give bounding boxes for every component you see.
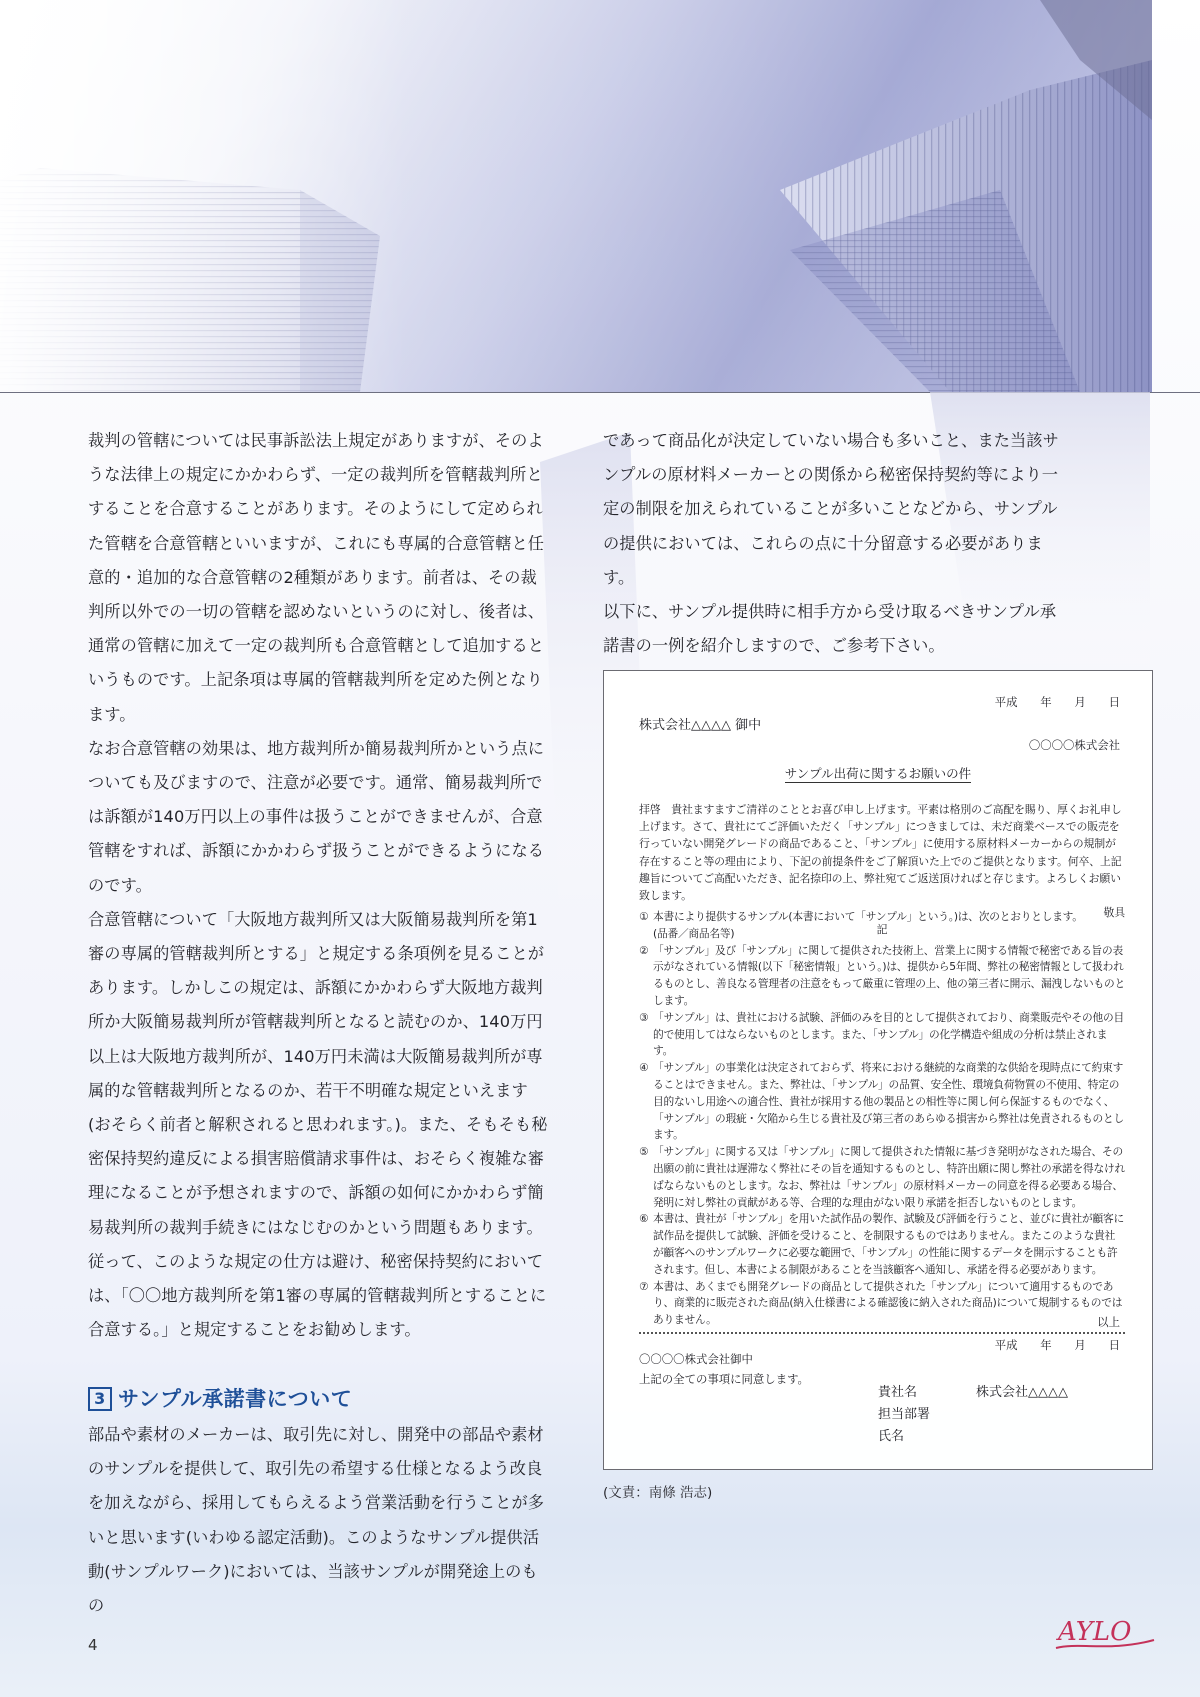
page-number: 4 xyxy=(88,1636,98,1654)
letter-body-text: 拝啓 貴社ますますご清祥のこととお喜び申し上げます。平素は格別のご高配を賜り、厚くお礼申し上げます。さて、貴社にてご評価いただく「サンプル」につきましては、未だ商業ベースでの販売を行っていない開発グレードの商品であること、「サンプル」に使用する原材料メーカーからの規制が存在すること等の理由により、下記の前提条件をご了解頂いた上でのご提供となります。何卒、上記趣旨についてご高配いただき、記名捺印の上、弊社宛てご返送頂ければと存じます。よろしくお願い致します。 xyxy=(639,803,1122,903)
letter-condition-item xyxy=(639,909,1125,926)
letter-company-value: 株式会社△△△△ xyxy=(976,1385,1068,1400)
letter-reply-to: 〇〇〇〇株式会社御中 xyxy=(639,1352,753,1366)
letter-condition-item xyxy=(639,1211,1125,1278)
paragraph-court-type: なお合意管轄の効果は、地方裁判所か簡易裁判所かという点についても及びますので、注意が必要です。通常、簡易裁判所では訴額が140万円以上の事件は扱うことができませんが、合意管轄をすれば、訴額にかかわらず扱うことができるようになるのです。 xyxy=(88,738,545,895)
letter-sender: 〇〇〇〇株式会社 xyxy=(1028,738,1120,752)
letter-condition-item xyxy=(639,1144,1125,1211)
right-body-column xyxy=(603,424,1065,663)
section-title: サンプル承諾書について xyxy=(118,1387,353,1411)
condition-mark: ② xyxy=(639,943,649,957)
condition-text: 本書は、貴社が「サンプル」を用いた試作品の製作、試験及び評価を行うこと、並びに貴社が顧客に試作品を提供して試験、評価を受けること、を制限するものではありません。またこのような貴社が顧客へのサンプルワークに必要な範囲で、「サンプル」の性能に関するデータを開示することも許されます。但し、本書による制限があることを当該顧客へ通知し、承諾を得る必要があります。 xyxy=(653,1212,1124,1276)
letter-title: サンプル出荷に関するお願いの件 xyxy=(784,766,972,781)
paragraph-clause-example: 合意管轄について「大阪地方裁判所又は大阪簡易裁判所を第1審の専属的管轄裁判所とする」と規定する条項例を見ることがあります。しかしこの規定は、訴額にかかわらず大阪地方裁判所か大阪簡易裁判所が管轄裁判所となると読むのか、140万円以上は大阪地方裁判所が、140万円未満は大阪簡易裁判所が専属的な管轄裁判所となるのか、若干不明確な規定といえます(おそらく前者と解釈されると思われます。)。また、そもそも秘密保持契約違反による損害賠償請求事件は、おそらく複雑な審理になることが予想されますので、訴額の如何にかかわらず簡易裁判所の裁判手続きにはなじむのかという問題もあります。従って、このような規定の仕方は避け、秘密保持契約においては、「〇〇地方裁判所を第1審の専属的管轄裁判所とすることに合意する。」と規定することをお勧めします。 xyxy=(88,909,548,1340)
letter-date: 平成 年 月 日 xyxy=(994,695,1120,709)
paragraph-sample-example: 以下に、サンプル提供時に相手方から受け取るべきサンプル承諾書の一例を紹介しますので、ご参考下さい。 xyxy=(603,602,1057,656)
letter-ijou: 以上 xyxy=(1097,1315,1120,1329)
condition-mark: ⑥ xyxy=(639,1212,649,1226)
aylo-logo xyxy=(1050,1612,1160,1656)
letter-addressee: 株式会社△△△△ 御中 xyxy=(639,718,762,733)
sample-consent-letter xyxy=(603,670,1153,1470)
condition-mark: ④ xyxy=(639,1061,649,1075)
letter-condition-item xyxy=(639,943,1125,1010)
letter-closing: 敬具 xyxy=(1103,906,1125,920)
condition-text: (品番／商品名等) xyxy=(653,926,735,940)
letter-name-label: 氏名 xyxy=(878,1429,905,1444)
author-credit: (文責：南條 浩志) xyxy=(603,1485,713,1501)
section-number-badge: 3 xyxy=(88,1387,112,1411)
section-heading xyxy=(88,1383,352,1413)
paragraph-jurisdiction: 裁判の管轄については民事訴訟法上規定がありますが、そのような法律上の規定にかかわらず、一定の裁判所を管轄裁判所とすることを合意することがあります。そのようにして定められた管轄を合意管轄といいますが、これにも専属的合意管轄と任意的・追加的な合意管轄の2種類があります。前者は、その裁判所以外での一切の管轄を認めないというのに対し、後者は、通常の管轄に加えて一定の裁判所も合意管轄として追加するというものです。上記条項は専属的管轄裁判所を定めた例となります。 xyxy=(88,431,545,724)
condition-mark: ① xyxy=(639,910,649,923)
letter-company-label: 貴社名 xyxy=(878,1385,918,1400)
condition-text: 「サンプル」は、貴社における試験、評価のみを目的として提供されており、商業販売やその他の目的で使用してはならないものとします。また、「サンプル」の化学構造や組成の分析は禁止されます。 xyxy=(653,1010,1124,1058)
left-section-column xyxy=(88,1418,550,1623)
letter-condition-item xyxy=(639,926,1125,943)
letter-condition-item xyxy=(639,1279,1125,1329)
condition-mark: ③ xyxy=(639,1010,649,1024)
paragraph-sample-intro: 部品や素材のメーカーは、取引先に対し、開発中の部品や素材のサンプルを提供して、取引先の希望する仕様となるよう改良を加えながら、採用してもらえるよう営業活動を行うことが多いと思います(いわゆる認定活動)。このようなサンプル提供活動(サンプルワーク)においては、当該サンプルが開発途上のもの xyxy=(88,1425,545,1616)
left-body-column xyxy=(88,424,550,1347)
letter-dept-label: 担当部署 xyxy=(878,1407,931,1422)
condition-mark: ⑤ xyxy=(639,1145,649,1159)
letter-dotted-divider xyxy=(639,1332,1125,1334)
condition-text: 本書により提供するサンプル(本書において「サンプル」という。)は、次のとおりとします。 xyxy=(653,910,1083,923)
letter-ki: 記 xyxy=(876,923,888,937)
logo-text: AYLO xyxy=(1058,1617,1132,1647)
condition-text: 「サンプル」に関する又は「サンプル」に関して提供された情報に基づき発明がなされた場合、その出願の前に貴社は遅滞なく弊社にその旨を通知するものとし、特許出願に関し弊社の承諾を得なければならないものとします。なお、弊社は「サンプル」の原材料メーカーの同意を得る必要ある場合、発明に対し弊社の貢献がある等、合理的な理由がない限り承諾を拒否しないものとします。 xyxy=(653,1145,1125,1209)
condition-text: 「サンプル」の事業化は決定されておらず、将来における継続的な商業的な供給を現時点にて約束することはできません。また、弊社は、「サンプル」の品質、安全性、環境負荷物質の不使用、特定の目的ないし用途への適合性、貴社が採用する他の製品との相性等に関し何ら保証するものでなく、「サンプル」の瑕疵・欠陥から生じる貴社及び第三者のあらゆる損害から弊社は免責されるものとします。 xyxy=(653,1061,1124,1142)
letter-condition-item xyxy=(639,1060,1125,1144)
letter-reply-date: 平成 年 月 日 xyxy=(994,1338,1120,1352)
condition-mark xyxy=(639,926,653,943)
condition-text: 「サンプル」及び「サンプル」に関して提供された技術上、営業上に関する情報で秘密である旨の表示がなされている情報(以下「秘密情報」という。)は、提供から5年間、弊社の秘密情報として扱われるものとし、善良なる管理者の注意をもって厳重に管理の上、他の第三者に開示、漏洩しないものとします。 xyxy=(653,943,1125,1007)
hero-skyscraper-photo xyxy=(0,0,1152,392)
letter-condition-item xyxy=(639,1010,1125,1060)
condition-text: 本書は、あくまでも開発グレードの商品として提供された「サンプル」について適用するものであり、商業的に販売された商品(納入仕様書による確認後に納入された商品)について規制するものではありません。 xyxy=(653,1279,1123,1327)
letter-conditions-list xyxy=(639,909,1125,1329)
paragraph-sample-caution: であって商品化が決定していない場合も多いこと、また当該サンプルの原材料メーカーとの関係から秘密保持契約等により一定の制限を加えられていることが多いことなどから、サンプルの提供においては、これらの点に十分留意する必要があります。 xyxy=(603,431,1059,587)
letter-agree-statement: 上記の全ての事項に同意します。 xyxy=(639,1372,809,1386)
condition-mark: ⑦ xyxy=(639,1279,649,1293)
